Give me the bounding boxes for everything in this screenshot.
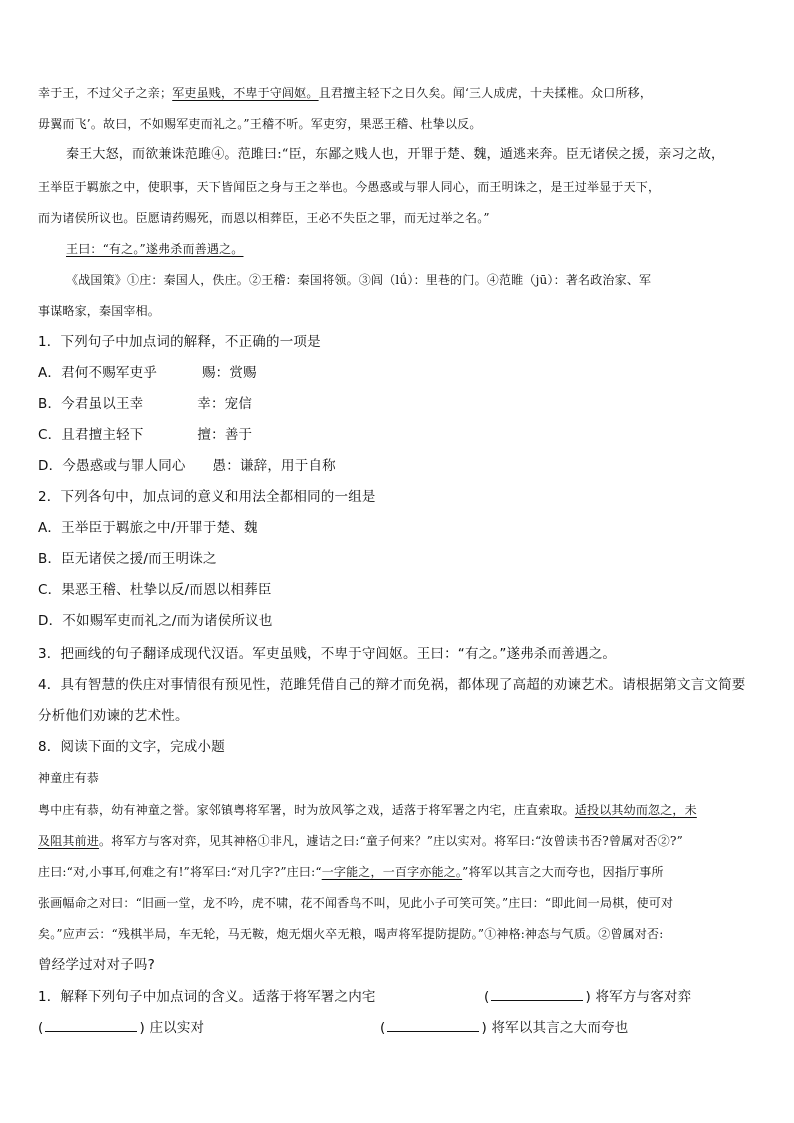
story-line-3: [38, 863, 764, 881]
fill-item-3: [38, 1020, 204, 1036]
story-title: 神童庄有恭: [38, 771, 100, 785]
open-paren: (: [484, 989, 490, 1005]
close-paren: ): [139, 1020, 145, 1036]
question-1-option-d: D．今愚惑或与罪人同心 愚：谦辞，用于自称: [38, 458, 336, 474]
underlined-sentence: 一字能之，一百字亦能之。: [321, 865, 463, 879]
question-4-line-2: 分析他们劝谏的艺术性。: [38, 708, 189, 724]
story-text: 粤中庄有恭，幼有神童之誉。家邻镇粤将军署，时为放风筝之戏，适落于将军署之内宅，庄直索取。: [38, 803, 575, 817]
story-line-1: [38, 801, 764, 819]
question-1: 1．下列句子中加点词的解释，不正确的一项是: [38, 334, 321, 350]
question-4-line-1: 4．具有智慧的佚庄对事情很有预见性，范雎凭借自己的辩才而免祸，都体现了高超的劝谏艺术。请根据第文言文简要: [38, 677, 746, 693]
open-paren: (: [380, 1020, 386, 1036]
footnote-line-1: 《战国策》①庄：秦国人，佚庄。②王稽：秦国将领。③闾（lǘ）：里巷的门。④范睢（jū）：著名政治家、军: [66, 273, 652, 287]
passage-text: 幸于王，不过父子之亲；: [38, 86, 173, 100]
story-line-2: [38, 832, 764, 850]
question-2-option-d: D．不如赐军吏而礼之/而为诸侯所议也: [38, 613, 273, 629]
fill-row-2: [38, 1019, 764, 1037]
passage-line-1: [38, 84, 764, 102]
question-3: 3．把画线的句子翻译成现代汉语。军吏虽贱，不卑于守闾妪。王曰：“有之。”遂弗杀而善遇之。: [38, 646, 617, 662]
open-paren: (: [38, 1020, 44, 1036]
fill-question-label: 1．解释下列句子中加点词的含义。适落于将军署之内宅: [38, 989, 376, 1005]
story-text: 庄曰:“对,小事耳,何难之有!”将军曰:“对几字?”庄曰:“: [38, 865, 322, 879]
fill-item-label: 将军以其言之大而夸也: [491, 1020, 629, 1036]
passage-text: 且君擅主轻下之日久矣。闻‘三人成虎，十夫揉椎。众口所移，: [318, 86, 653, 100]
fill-item-label: 庄以实对: [149, 1020, 205, 1036]
section-8-heading: 8．阅读下面的文字，完成小题: [38, 739, 225, 755]
question-2-option-a: A．王举臣于羁旅之中/开罪于楚、魏: [38, 520, 258, 536]
underlined-sentence: 及阻其前进: [38, 834, 100, 848]
story-line-6: 曾经学过对对子吗?: [38, 957, 155, 973]
passage-line-2: 毋翼而飞’。故曰，不如赐军吏而礼之。”王稽不听。军吏穷，果恶王稽、杜挚以反。: [38, 117, 482, 131]
story-line-5: 矣。”应声云：“残棋半局，车无轮，马无鞍，炮无烟火卒无粮，喝声将军提防提防。”①神格:神态与气质。②曾属对否:: [38, 927, 664, 941]
question-1-option-c: C．且君擅主轻下 擅：善于: [38, 427, 253, 443]
question-2-option-b: B．臣无诸侯之援/而王明诛之: [38, 551, 217, 567]
passage-line-5: 而为诸侯所议也。臣愿请药赐死，而恩以相葬臣，王必不失臣之罪，而无过举之名。”: [38, 211, 490, 225]
passage-line-3: 秦王大怒，而欲兼诛范雎④。范雎曰:“臣，东鄙之贱人也，开罪于楚、魏，遁逃来奔。臣无诸侯之援，亲习之故，: [66, 147, 725, 162]
fill-item-label: 将军方与客对弈: [595, 989, 692, 1005]
question-1-option-b: B．今君虽以王幸 幸：宠信: [38, 396, 253, 412]
underlined-sentence: 军吏虽贱，不卑于守闾妪。: [172, 86, 319, 100]
story-line-4: 张画幅命之对曰：“旧画一堂，龙不吟，虎不啸，花不闻香鸟不叫，见此小子可笑可笑。”庄曰：“即此间一局棋，使可对: [38, 896, 674, 910]
passage-line-4: 王举臣于羁旅之中，使职事，天下皆闻臣之身与王之举也。今愚惑或与罪人同心，而王明诛之，是王过举显于天下，: [38, 180, 661, 194]
answer-blank-3[interactable]: [45, 1019, 137, 1032]
story-text: 。将军方与客对弈，见其神格①非凡，遽诘之曰:“童子何来？”庄以实对。将军曰:“汝曾读书否?曾属对否②?”: [99, 834, 683, 848]
fill-item-4: [380, 1019, 628, 1037]
answer-blank-4[interactable]: [387, 1019, 479, 1032]
close-paren: ): [585, 989, 591, 1005]
footnote-line-2: 事谋略家，秦国宰相。: [38, 304, 161, 318]
close-paren: ): [481, 1020, 487, 1036]
question-2: 2．下列各句中，加点词的意义和用法全都相同的一组是: [38, 489, 376, 505]
passage-line-6: [66, 240, 764, 258]
underlined-sentence: 王曰：“有之。”遂弗杀而善遇之。: [66, 242, 244, 256]
fill-row-1: [38, 988, 764, 1006]
fill-item-2: [484, 988, 691, 1006]
answer-blank-2[interactable]: [491, 988, 583, 1001]
question-2-option-c: C．果恶王稽、杜挚以反/而恩以相葬臣: [38, 582, 272, 598]
underlined-sentence: 适投以其幼而忽之，未: [574, 803, 697, 817]
story-text: ”将军以其言之大而夸也，因指厅事所: [462, 865, 664, 879]
question-1-option-a: A．君何不赐军吏乎 赐：赏赐: [38, 365, 257, 381]
